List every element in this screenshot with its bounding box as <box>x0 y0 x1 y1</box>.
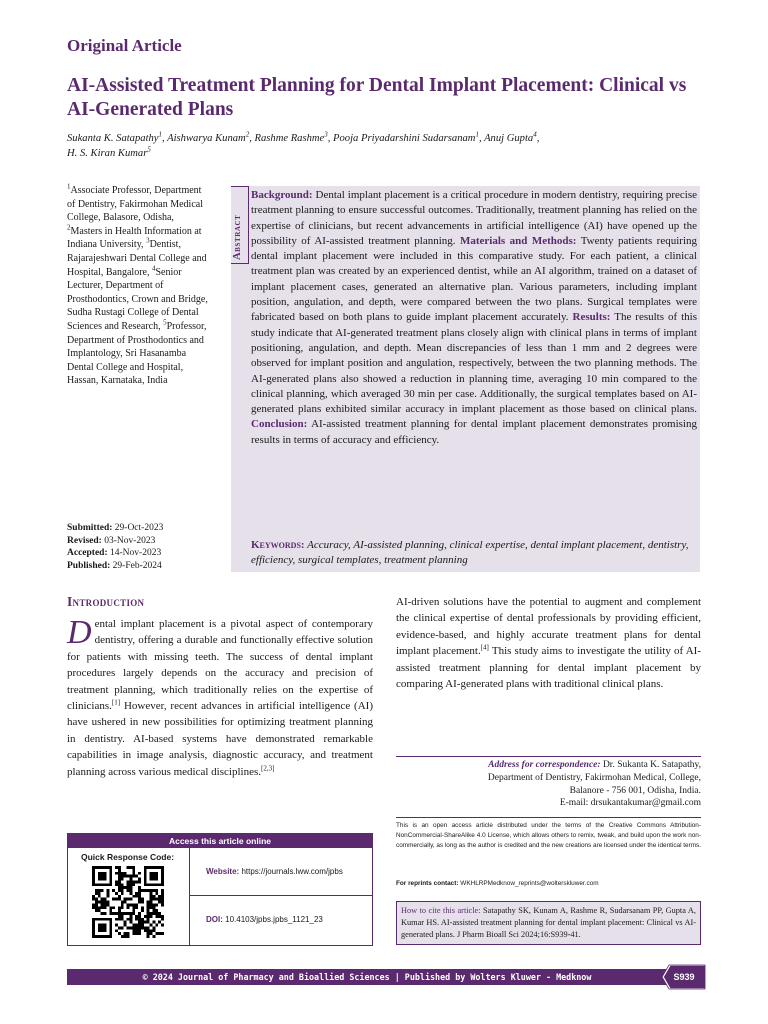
correspondence-email[interactable]: E-mail: drsukantakumar@gmail.com <box>559 798 701 809</box>
results-text: The results of this study indicate that AI-generated treatment plans closely align with clinical plans in terms of implant positioning, angulation, and depth. Mean discrepancies of less than 1 mm and 2 degrees were observed for implant position and angulation, respectively, between the two planning methods. The AI-generated plans also showed a reduction in planning time, averaging 10 min compared to the clinical planning, which averaged 30 min per case. Additionally, the surgical templates based on AI-generated plans exhibited similar accuracy in implant placement as those based on clinical plans. <box>251 311 698 416</box>
affiliation-sup: 4 <box>151 264 156 273</box>
author-sup: 4 <box>533 130 537 139</box>
website-link[interactable]: https://journals.lww.com/jpbs <box>241 867 343 876</box>
methods-text: Twenty patients requiring dental implant placement were included in this comparative study. For each patient, a clinical treatment plan was created by an experienced dentist, while an AI algorithm, trained on a dataset of implant placement cases, generated an alternative plan. Various parameters, including implant position, angulation, and depth, were compared between the two plans. Surgical templates were fabricated based on both plans to guide implant placement accurately. <box>251 234 698 324</box>
introduction-right-column <box>396 594 701 692</box>
abstract-text <box>251 188 697 448</box>
revised-date: 03-Nov-2023 <box>104 535 156 546</box>
author-name: Pooja Priyadarshini Sudarsanam <box>333 133 476 144</box>
correspondence-line: Balanore - 756 001, Odisha, India. <box>569 785 701 796</box>
drop-cap: D <box>67 614 92 651</box>
submitted-label: Submitted: <box>67 523 113 533</box>
author-name: Aishwarya Kunam <box>167 133 246 144</box>
article-dates <box>67 522 217 572</box>
author-list: Sukanta K. Satapathy$^1$, Aishwarya Kunam$^2$, Rashme Rashme$^3$, Pooja Priyadarshini Sudarsanam$^1$, Anuj Gupta$^4$, H. S. Kiran Kumar$^5$ <box>67 130 540 159</box>
reprints-contact <box>396 879 701 889</box>
affiliation-sup: 5 <box>163 318 167 327</box>
affiliation-text: Associate Professor, Department of Dentistry, Fakirmohan Medical College, Balasore, Odisha, <box>67 185 203 224</box>
citation-heading: How to cite this article: <box>401 906 481 915</box>
doi-cell <box>190 896 372 945</box>
author-sup: 5 <box>147 145 151 154</box>
affiliation-text: Masters in Health Information at Indiana University, <box>67 225 202 251</box>
correspondence-block <box>396 756 701 810</box>
citation-ref[interactable]: [1] <box>111 698 121 707</box>
affiliation-text: Dentist, Rajarajeshwari Dental College and Hospital, Bangalore, <box>67 239 207 278</box>
affiliation-text: Senior Lecturer, Department of Prosthodontics, Crown and Bridge, Sudha Rustagi College of Dental Sciences and Research, <box>67 266 208 332</box>
citation-ref[interactable]: [2,3] <box>260 764 275 772</box>
access-online-box <box>67 833 373 946</box>
conclusion-heading: Conclusion: <box>251 418 308 431</box>
methods-heading: Materials and Methods: <box>459 234 577 247</box>
intro-text: However, recent advances in artificial intelligence (AI) have ushered in new possibilities for optimizing treatment planning in dentistry. AI-based systems have demonstrated remarkable capabilities in image analysis, diagnostic accuracy, and treatment planning across various medical disciplines. <box>67 700 373 778</box>
correspondence-name: Dr. Sukanta K. Satapathy, <box>602 760 701 770</box>
page-number: S939 <box>673 972 695 982</box>
doi-label: DOI: <box>206 915 223 924</box>
doi-link[interactable]: 10.4103/jpbs.jpbs_1121_23 <box>225 915 323 924</box>
intro-text: AI-driven solutions have the potential to augment and complement the clinical expertise of dental professionals by providing efficient, evidence-based, and highly accurate treatment plans for dental implant placement. <box>396 596 701 658</box>
introduction-left-column <box>67 616 373 780</box>
abstract-label: Abstract <box>232 214 243 260</box>
introduction-heading: Introduction <box>67 594 145 609</box>
website-label: Website: <box>206 867 240 876</box>
author-name: Rashme Rashme <box>254 133 325 144</box>
keywords-heading: Keywords: <box>251 539 305 551</box>
license-text: This is an open access article distributed under the terms of the Creative Commons Attribution-NonCommercial-ShareAlike 4.0 License, which allows others to remix, tweak, and build upon the work non-commercially, as long as the author is credited and the new creations are licensed under the identical terms. <box>396 817 701 852</box>
reprints-email[interactable]: WKHLRPMedknow_reprints@wolterskluwer.com <box>460 880 599 887</box>
citation-ref[interactable]: [4] <box>480 643 489 652</box>
author-sup: 3 <box>324 130 328 139</box>
submitted-date: 29-Oct-2023 <box>114 523 164 533</box>
conclusion-text: AI-assisted treatment planning for dental implant placement demonstrates promising results in terms of accuracy and efficiency. <box>251 418 697 446</box>
affiliation-sup: 3 <box>146 237 150 246</box>
qr-code-icon[interactable] <box>92 866 164 938</box>
background-text: Dental implant placement is a critical procedure in modern dentistry, requiring precise treatment planning to ensure successful outcomes. Traditionally, treatment planning has relied on the expertise of clinicians, but recent advancements in artificial intelligence (AI) have opened up the possibility of AI-assisted treatment planning. <box>251 189 697 247</box>
keywords-text: Accuracy, AI-assisted planning, clinical expertise, dental implant placement, dentistry, efficiency, surgical templates, treatment planning <box>251 539 689 566</box>
revised-label: Revised: <box>67 535 102 546</box>
author-name: Sukanta K. Satapathy <box>67 133 159 144</box>
author-sup: 1 <box>475 130 479 139</box>
author-sup: 1 <box>158 130 163 139</box>
footer-bar: © 2024 Journal of Pharmacy and Bioallied Sciences | Published by Wolters Kluwer - Medknow <box>67 969 667 985</box>
reprints-label: For reprints contact: <box>396 880 459 887</box>
intro-text: This study aims to investigate the utility of AI-assisted treatment planning for dental implant placement by comparing AI-generated plans with traditional clinical plans. <box>396 645 701 691</box>
affiliation-sup: 1 <box>67 182 71 191</box>
background-heading: Background: <box>251 189 313 201</box>
citation-box <box>396 901 701 945</box>
correspondence-line: Department of Dentistry, Fakirmohan Medical, College, <box>487 772 701 783</box>
published-label: Published: <box>67 560 111 571</box>
abstract-box <box>231 186 700 572</box>
qr-cell <box>68 848 190 945</box>
article-title: AI-Assisted Treatment Planning for Dental Implant Placement: Clinical vs AI-Generated Plans <box>67 75 687 120</box>
accepted-date: 14-Nov-2023 <box>110 548 162 559</box>
citation-text: Satapathy SK, Kunam A, Rashme R, Sudarsanam PP, Gupta A, Kumar HS. AI-assisted treatment planning for dental implant placement: Clinical vs AI-generated plans. J Pharm Bioall Sci 2024;16:S939-41. <box>401 906 696 940</box>
published-date: 29-Feb-2024 <box>112 560 162 571</box>
affiliation-sup: 2 <box>67 223 71 232</box>
author-name: Anuj Gupta <box>484 133 534 144</box>
access-header: Access this article online <box>68 834 372 848</box>
results-heading: Results: <box>572 311 611 324</box>
author-name: H. S. Kiran Kumar <box>67 148 148 159</box>
website-cell <box>190 848 372 896</box>
author-sup: 2 <box>245 130 250 139</box>
accepted-label: Accepted: <box>67 548 108 559</box>
affiliation-text: Professor, Department of Prosthodontics and Implantology, Sri Hasanamba Dental College and Hospital, Hassan, Karnataka, India <box>67 320 207 387</box>
keywords <box>251 538 697 568</box>
qr-label: Quick Response Code: <box>81 852 175 862</box>
intro-text: ental implant placement is a pivotal aspect of contemporary dentistry, offering a durable and functionally effective solution for patients with missing teeth. The success of dental implant procedures largely depends on the accuracy and precision of treatment planning, which traditionally relies on the expertise of clinicians. <box>67 618 373 713</box>
affiliations <box>67 184 209 388</box>
correspondence-heading: Address for correspondence: <box>488 760 601 770</box>
article-type: Original Article <box>67 36 182 55</box>
